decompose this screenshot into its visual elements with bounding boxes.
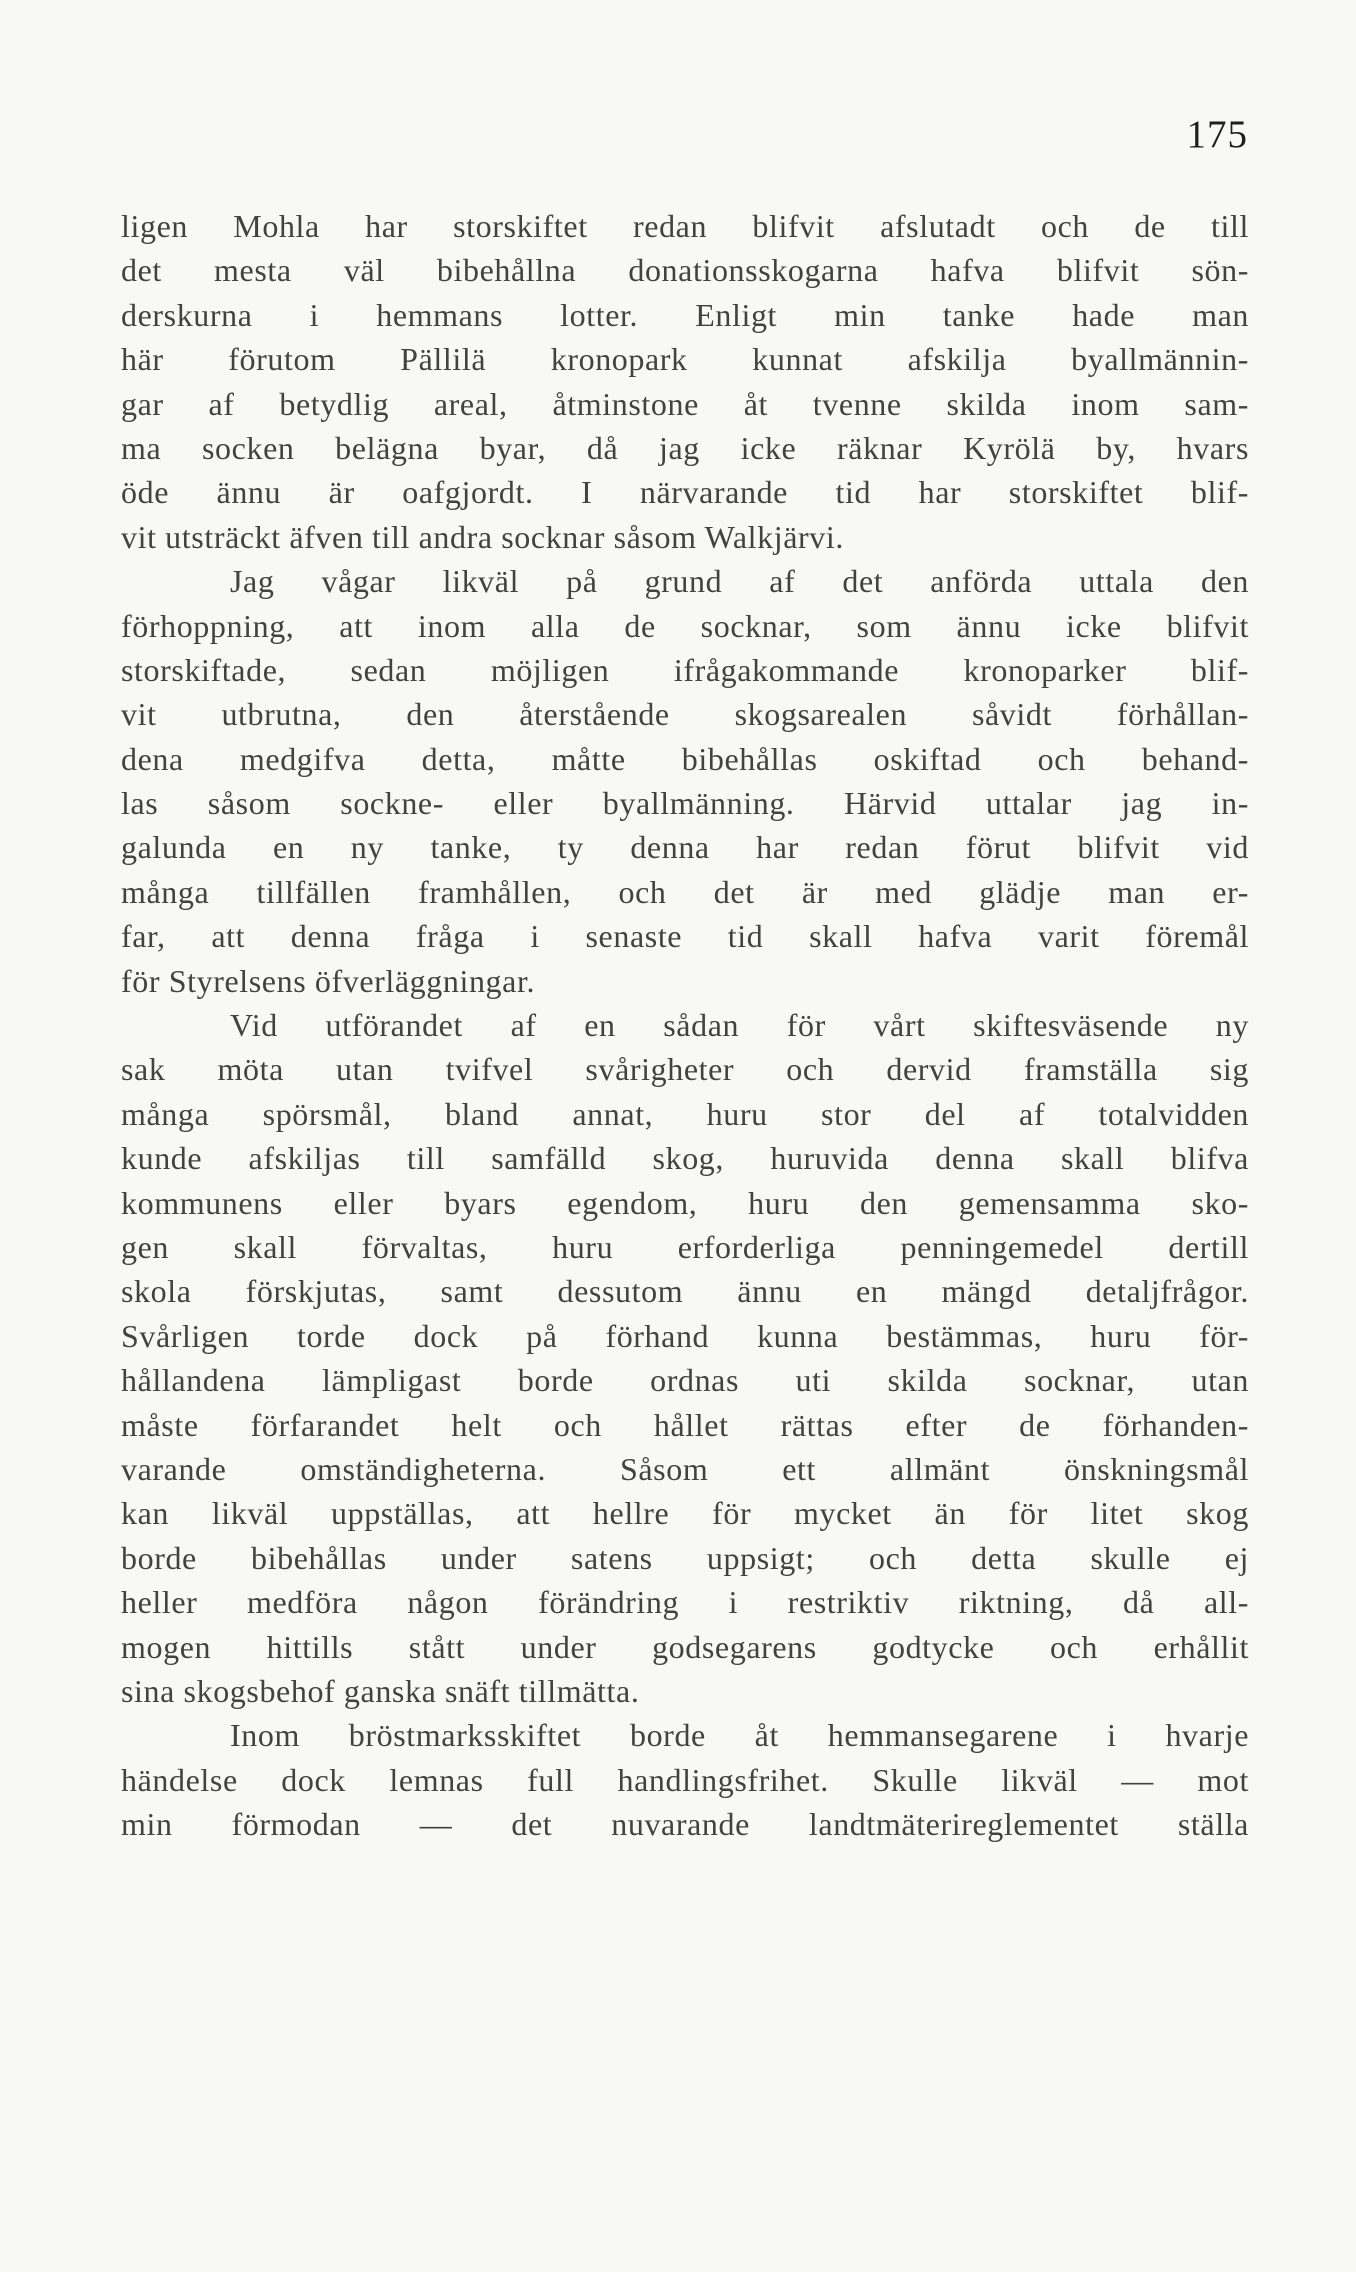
page-number: 175	[1186, 113, 1248, 156]
text-line: måste förfarandet helt och hållet rättas efter de förhanden-	[121, 1406, 1249, 1443]
text-line: kan likväl uppställas, att hellre för mycket än för litet skog	[121, 1495, 1249, 1532]
text-line: skola förskjutas, samt dessutom ännu en mängd detaljfrågor.	[121, 1273, 1249, 1310]
text-line: många tillfällen framhållen, och det är med glädje man er-	[121, 873, 1249, 910]
text-line: galunda en ny tanke, ty denna har redan förut blifvit vid	[121, 829, 1249, 866]
text-line: det mesta väl bibehållna donationsskogarna hafva blifvit sön-	[121, 252, 1249, 289]
text-line: händelse dock lemnas full handlingsfrihet. Skulle likväl — mot	[121, 1761, 1249, 1798]
text-line: öde ännu är oafgjordt. I närvarande tid har storskiftet blif-	[121, 474, 1249, 511]
text-line: sak möta utan tvifvel svårigheter och dervid framställa sig	[121, 1051, 1249, 1088]
text-line: gen skall förvaltas, huru erforderliga penningemedel dertill	[121, 1228, 1249, 1265]
text-line: Inom bröstmarksskiftet borde åt hemmansegarene i hvarje	[230, 1717, 1249, 1754]
text-line: gar af betydlig areal, åtminstone åt tvenne skilda inom sam-	[121, 385, 1249, 422]
text-line: vit utsträckt äfven till andra socknar såsom Walkjärvi.	[121, 518, 844, 555]
text-line: far, att denna fråga i senaste tid skall hafva varit föremål	[121, 918, 1249, 955]
text-line: Vid utförandet af en sådan för vårt skiftesväsende ny	[230, 1007, 1249, 1044]
text-line: min förmodan — det nuvarande landtmäterireglementet ställa	[121, 1806, 1249, 1843]
text-line: Svårligen torde dock på förhand kunna bestämmas, huru för-	[121, 1317, 1249, 1354]
text-line: kunde afskiljas till samfälld skog, huruvida denna skall blifva	[121, 1140, 1249, 1177]
text-line: kommunens eller byars egendom, huru den gemensamma sko-	[121, 1184, 1249, 1221]
text-line: många spörsmål, bland annat, huru stor del af totalvidden	[121, 1095, 1249, 1132]
text-line: vit utbrutna, den återstående skogsarealen såvidt förhållan-	[121, 696, 1249, 733]
text-line: varande omständigheterna. Såsom ett allmänt önskningsmål	[121, 1450, 1249, 1487]
text-line: hållandena lämpligast borde ordnas uti skilda socknar, utan	[121, 1362, 1249, 1399]
text-line: här förutom Pällilä kronopark kunnat afskilja byallmännin-	[121, 341, 1249, 378]
text-line: storskiftade, sedan möjligen ifrågakommande kronoparker blif-	[121, 651, 1249, 688]
text-line: sina skogsbehof ganska snäft tillmätta.	[121, 1672, 640, 1709]
text-line: las såsom sockne- eller byallmänning. Härvid uttalar jag in-	[121, 785, 1249, 822]
text-line: derskurna i hemmans lotter. Enligt min tanke hade man	[121, 296, 1249, 333]
text-line: för Styrelsens öfverläggningar.	[121, 962, 536, 999]
text-line: Jag vågar likväl på grund af det anförda uttala den	[230, 563, 1249, 600]
text-line: mogen hittills stått under godsegarens godtycke och erhållit	[121, 1628, 1249, 1665]
text-line: dena medgifva detta, måtte bibehållas oskiftad och behand-	[121, 740, 1249, 777]
body-text	[121, 204, 1249, 1846]
text-line: borde bibehållas under satens uppsigt; och detta skulle ej	[121, 1539, 1249, 1576]
text-line: heller medföra någon förändring i restriktiv riktning, då all-	[121, 1584, 1249, 1621]
text-line: ma socken belägna byar, då jag icke räknar Kyrölä by, hvars	[121, 429, 1249, 466]
text-line: ligen Mohla har storskiftet redan blifvit afslutadt och de till	[121, 208, 1249, 244]
text-line: förhoppning, att inom alla de socknar, som ännu icke blifvit	[121, 607, 1249, 644]
